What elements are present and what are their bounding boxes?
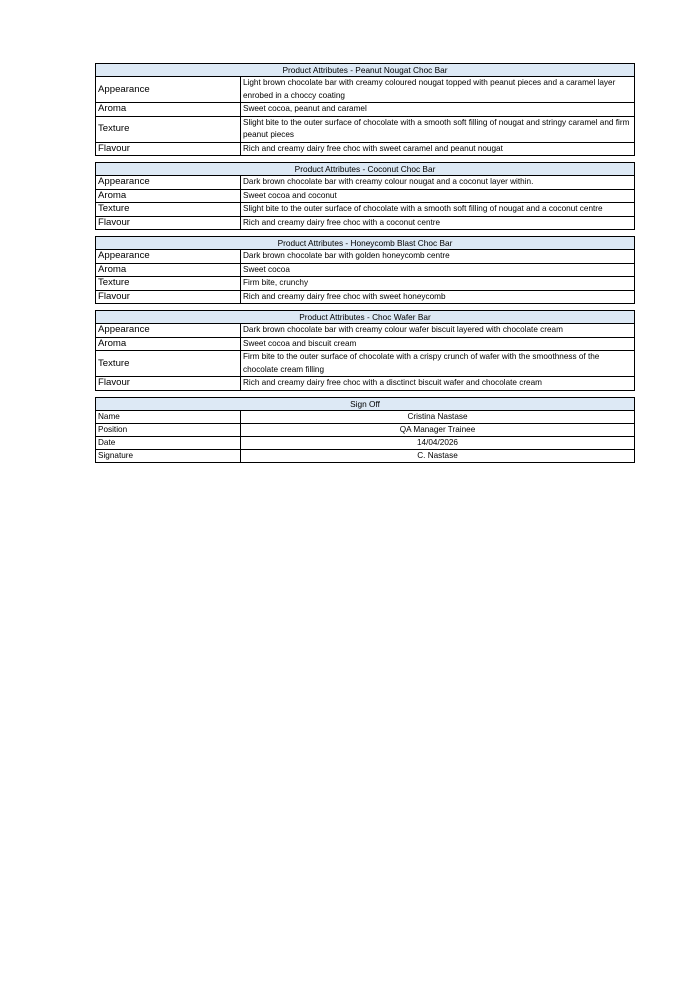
spec-sheet	[95, 63, 635, 463]
product-title: Product Attributes - Coconut Choc Bar	[96, 163, 635, 176]
attribute-value: Slight bite to the outer surface of chocolate with a smooth soft filling of nougat and stringy caramel and firm peanut pieces	[241, 116, 635, 142]
product-title: Product Attributes - Peanut Nougat Choc Bar	[96, 64, 635, 77]
attribute-value: Firm bite to the outer surface of chocolate with a crispy crunch of wafer with the smoothness of the chocolate cream filling	[241, 351, 635, 377]
attribute-value: Dark brown chocolate bar with creamy colour nougat and a coconut layer within.	[241, 176, 635, 190]
product-title: Product Attributes - Honeycomb Blast Choc Bar	[96, 237, 635, 250]
attribute-value: Slight bite to the outer surface of chocolate with a smooth soft filling of nougat and a coconut centre	[241, 203, 635, 217]
attribute-label: Flavour	[96, 216, 241, 230]
signoff-date-value: 14/04/2026	[241, 436, 635, 449]
attribute-label: Appearance	[96, 77, 241, 103]
attribute-row	[96, 290, 635, 304]
product-table-honeycomb-blast	[95, 236, 635, 304]
attribute-value: Firm bite, crunchy	[241, 277, 635, 291]
attribute-row	[96, 116, 635, 142]
attribute-label: Texture	[96, 351, 241, 377]
signoff-row	[96, 436, 635, 449]
signoff-row	[96, 449, 635, 462]
attribute-value: Rich and creamy dairy free choc with sweet caramel and peanut nougat	[241, 142, 635, 156]
attribute-label: Appearance	[96, 176, 241, 190]
attribute-row	[96, 216, 635, 230]
signoff-row	[96, 423, 635, 436]
attribute-row	[96, 351, 635, 377]
product-table-peanut-nougat	[95, 63, 635, 156]
attribute-row	[96, 103, 635, 117]
signoff-label: Name	[96, 410, 241, 423]
attribute-label: Aroma	[96, 337, 241, 351]
attribute-row	[96, 142, 635, 156]
attribute-value: Dark brown chocolate bar with creamy colour wafer biscuit layered with chocolate cream	[241, 324, 635, 338]
signoff-label: Position	[96, 423, 241, 436]
attribute-row	[96, 337, 635, 351]
attribute-label: Aroma	[96, 103, 241, 117]
attribute-label: Texture	[96, 203, 241, 217]
attribute-value: Sweet cocoa, peanut and caramel	[241, 103, 635, 117]
attribute-row	[96, 277, 635, 291]
signoff-label: Date	[96, 436, 241, 449]
attribute-row	[96, 377, 635, 391]
attribute-row	[96, 77, 635, 103]
attribute-label: Appearance	[96, 250, 241, 264]
attribute-row	[96, 263, 635, 277]
attribute-value: Dark brown chocolate bar with golden honeycomb centre	[241, 250, 635, 264]
attribute-value: Sweet cocoa and coconut	[241, 189, 635, 203]
product-table-choc-wafer	[95, 310, 635, 391]
attribute-row	[96, 250, 635, 264]
signoff-title: Sign Off	[96, 397, 635, 410]
signoff-name-value: Cristina Nastase	[241, 410, 635, 423]
attribute-row	[96, 203, 635, 217]
signoff-table	[95, 397, 635, 463]
attribute-label: Texture	[96, 116, 241, 142]
attribute-value: Rich and creamy dairy free choc with sweet honeycomb	[241, 290, 635, 304]
attribute-value: Rich and creamy dairy free choc with a coconut centre	[241, 216, 635, 230]
attribute-label: Flavour	[96, 377, 241, 391]
attribute-label: Aroma	[96, 189, 241, 203]
signoff-row	[96, 410, 635, 423]
attribute-label: Flavour	[96, 142, 241, 156]
attribute-value: Sweet cocoa	[241, 263, 635, 277]
attribute-value: Light brown chocolate bar with creamy coloured nougat topped with peanut pieces and a caramel layer enrobed in a choccy coating	[241, 77, 635, 103]
signoff-label: Signature	[96, 449, 241, 462]
attribute-row	[96, 176, 635, 190]
attribute-label: Aroma	[96, 263, 241, 277]
attribute-label: Flavour	[96, 290, 241, 304]
attribute-value: Sweet cocoa and biscuit cream	[241, 337, 635, 351]
attribute-row	[96, 324, 635, 338]
signoff-signature-value: C. Nastase	[241, 449, 635, 462]
product-table-coconut	[95, 162, 635, 230]
attribute-label: Appearance	[96, 324, 241, 338]
attribute-row	[96, 189, 635, 203]
product-title: Product Attributes - Choc Wafer Bar	[96, 311, 635, 324]
signoff-position-value: QA Manager Trainee	[241, 423, 635, 436]
attribute-value: Rich and creamy dairy free choc with a disctinct biscuit wafer and chocolate cream	[241, 377, 635, 391]
attribute-label: Texture	[96, 277, 241, 291]
